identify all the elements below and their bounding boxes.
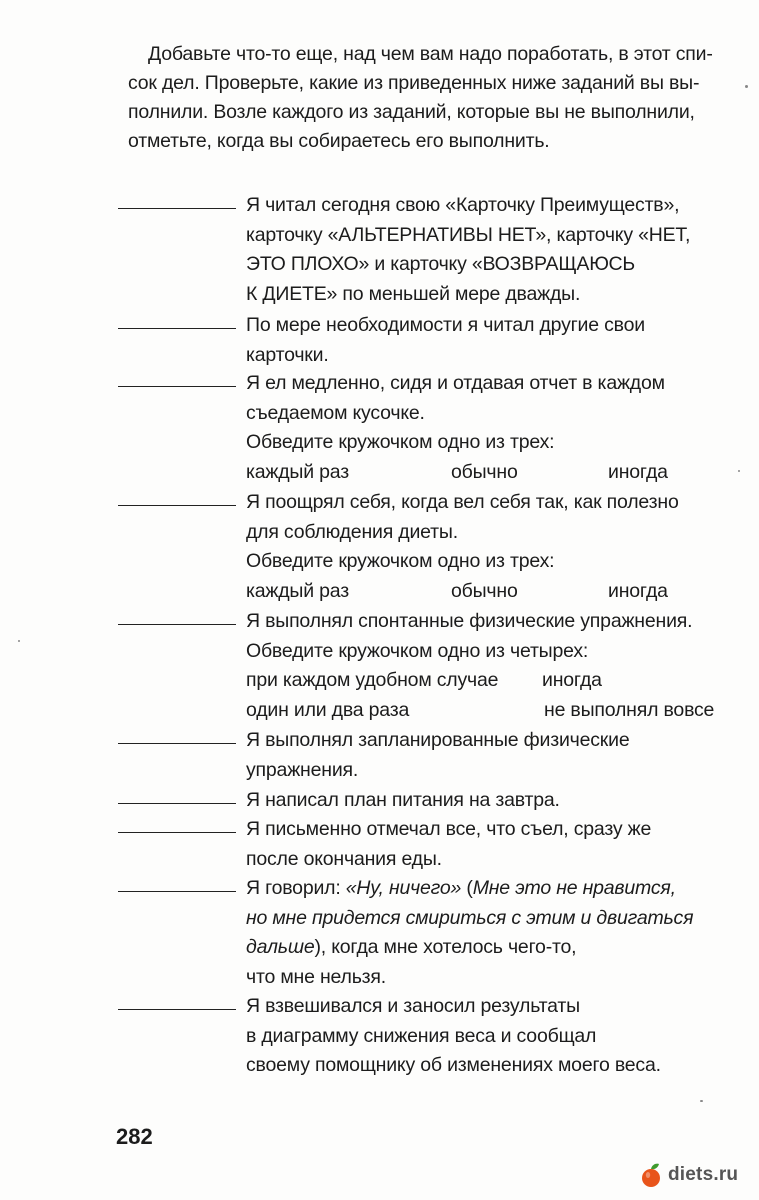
- item-line: По мере необходимости я читал другие свои: [246, 314, 645, 336]
- intro-paragraph: [128, 40, 748, 156]
- item-line: [246, 933, 746, 963]
- choice-not-at-all[interactable]: не выполнял вовсе: [544, 698, 715, 721]
- frequency-choices: [246, 696, 746, 726]
- choice-usually[interactable]: обычно: [451, 460, 518, 483]
- intro-line: Добавьте что-то еще, над чем вам надо поработать, в этот спи-: [148, 43, 713, 65]
- item-line: упражнения.: [246, 758, 359, 781]
- item-line: Я ел медленно, сидя и отдавая отчет в каждом: [246, 372, 665, 394]
- choice-sometimes[interactable]: иногда: [608, 579, 668, 602]
- frequency-choices: [246, 577, 746, 607]
- item-text-italic: Мне это не нравится,: [472, 877, 676, 899]
- answer-blank[interactable]: [118, 505, 236, 506]
- frequency-choices: [246, 458, 746, 488]
- frequency-choices: [246, 666, 746, 696]
- intro-line: отметьте, когда вы собираетесь его выполнить.: [128, 130, 550, 152]
- scan-speck: [745, 85, 748, 88]
- item-line: Я взвешивался и заносил результаты: [246, 995, 580, 1017]
- item-text: [246, 726, 746, 785]
- item-text: [246, 311, 746, 370]
- item-line: Я поощрял себя, когда вел себя так, как полезно: [246, 491, 679, 513]
- item-text: [246, 369, 746, 487]
- item-line: ЭТО ПЛОХО» и карточку «ВОЗВРАЩАЮСЬ: [246, 253, 635, 275]
- item-line: для соблюдения диеты.: [246, 520, 458, 543]
- answer-blank[interactable]: [118, 624, 236, 625]
- item-line: что мне нельзя.: [246, 965, 386, 988]
- intro-line: полнили. Возле каждого из заданий, которые вы не выполнили,: [128, 101, 695, 123]
- circle-prompt: Обведите кружочком одно из четырех:: [246, 639, 589, 662]
- brand-text: diets.ru: [668, 1164, 739, 1185]
- answer-blank[interactable]: [118, 1009, 236, 1010]
- circle-prompt: Обведите кружочком одно из трех:: [246, 431, 555, 453]
- item-text: [246, 992, 746, 1081]
- item-text-part: (: [461, 877, 473, 899]
- answer-blank[interactable]: [118, 803, 236, 804]
- choice-every-chance[interactable]: при каждом удобном случае: [246, 669, 499, 691]
- answer-blank[interactable]: [118, 208, 236, 209]
- item-line: съедаемом кусочке.: [246, 401, 425, 424]
- item-text-italic: но мне придется смириться с этим и двигаться: [246, 906, 694, 929]
- item-line: карточки.: [246, 343, 329, 366]
- item-text: [246, 874, 746, 992]
- item-line: Я письменно отмечал все, что съел, сразу же: [246, 818, 652, 840]
- scan-speck: [738, 470, 740, 472]
- item-text: [246, 191, 746, 309]
- intro-line: сок дел. Проверьте, какие из приведенных ниже заданий вы вы-: [128, 72, 700, 94]
- item-text: [246, 488, 746, 606]
- brand-watermark[interactable]: [638, 1162, 738, 1188]
- choice-sometimes[interactable]: иногда: [608, 460, 668, 483]
- item-line: своему помощнику об изменениях моего веса.: [246, 1054, 661, 1076]
- answer-blank[interactable]: [118, 743, 236, 744]
- answer-blank[interactable]: [118, 832, 236, 833]
- scan-speck: [18, 640, 20, 642]
- item-line: [246, 874, 746, 904]
- apple-icon: [638, 1162, 664, 1188]
- item-line: после окончания еды.: [246, 847, 442, 870]
- item-line: К ДИЕТЕ» по меньшей мере дважды.: [246, 282, 581, 305]
- item-line: Я выполнял спонтанные физические упражнения.: [246, 610, 693, 632]
- item-text-italic: дальше: [246, 936, 315, 958]
- item-text: [246, 815, 746, 874]
- item-text-part: ), когда мне хотелось чего-то,: [314, 936, 577, 958]
- answer-blank[interactable]: [118, 891, 236, 892]
- item-text: [246, 607, 746, 725]
- choice-sometimes[interactable]: иногда: [542, 669, 602, 691]
- item-text-italic: «Ну, ничего»: [345, 877, 462, 899]
- choice-usually[interactable]: обычно: [451, 579, 518, 602]
- item-line: карточку «АЛЬТЕРНАТИВЫ НЕТ», карточку «НЕТ,: [246, 223, 691, 246]
- item-line: в диаграмму снижения веса и сообщал: [246, 1024, 597, 1047]
- circle-prompt: Обведите кружочком одно из трех:: [246, 550, 555, 572]
- scan-speck: [700, 1100, 703, 1102]
- answer-blank[interactable]: [118, 386, 236, 387]
- item-text: [246, 786, 746, 816]
- item-line: Я выполнял запланированные физические: [246, 729, 630, 751]
- item-line: Я читал сегодня свою «Карточку Преимуществ»,: [246, 194, 680, 216]
- item-line: Я написал план питания на завтра.: [246, 789, 560, 811]
- choice-every-time[interactable]: каждый раз: [246, 460, 349, 483]
- item-line: [246, 904, 746, 934]
- choice-every-time[interactable]: каждый раз: [246, 579, 349, 602]
- item-text-part: Я говорил:: [246, 877, 346, 899]
- page-number: 282: [116, 1124, 153, 1149]
- choice-once-or-twice[interactable]: один или два раза: [246, 698, 410, 721]
- answer-blank[interactable]: [118, 328, 236, 329]
